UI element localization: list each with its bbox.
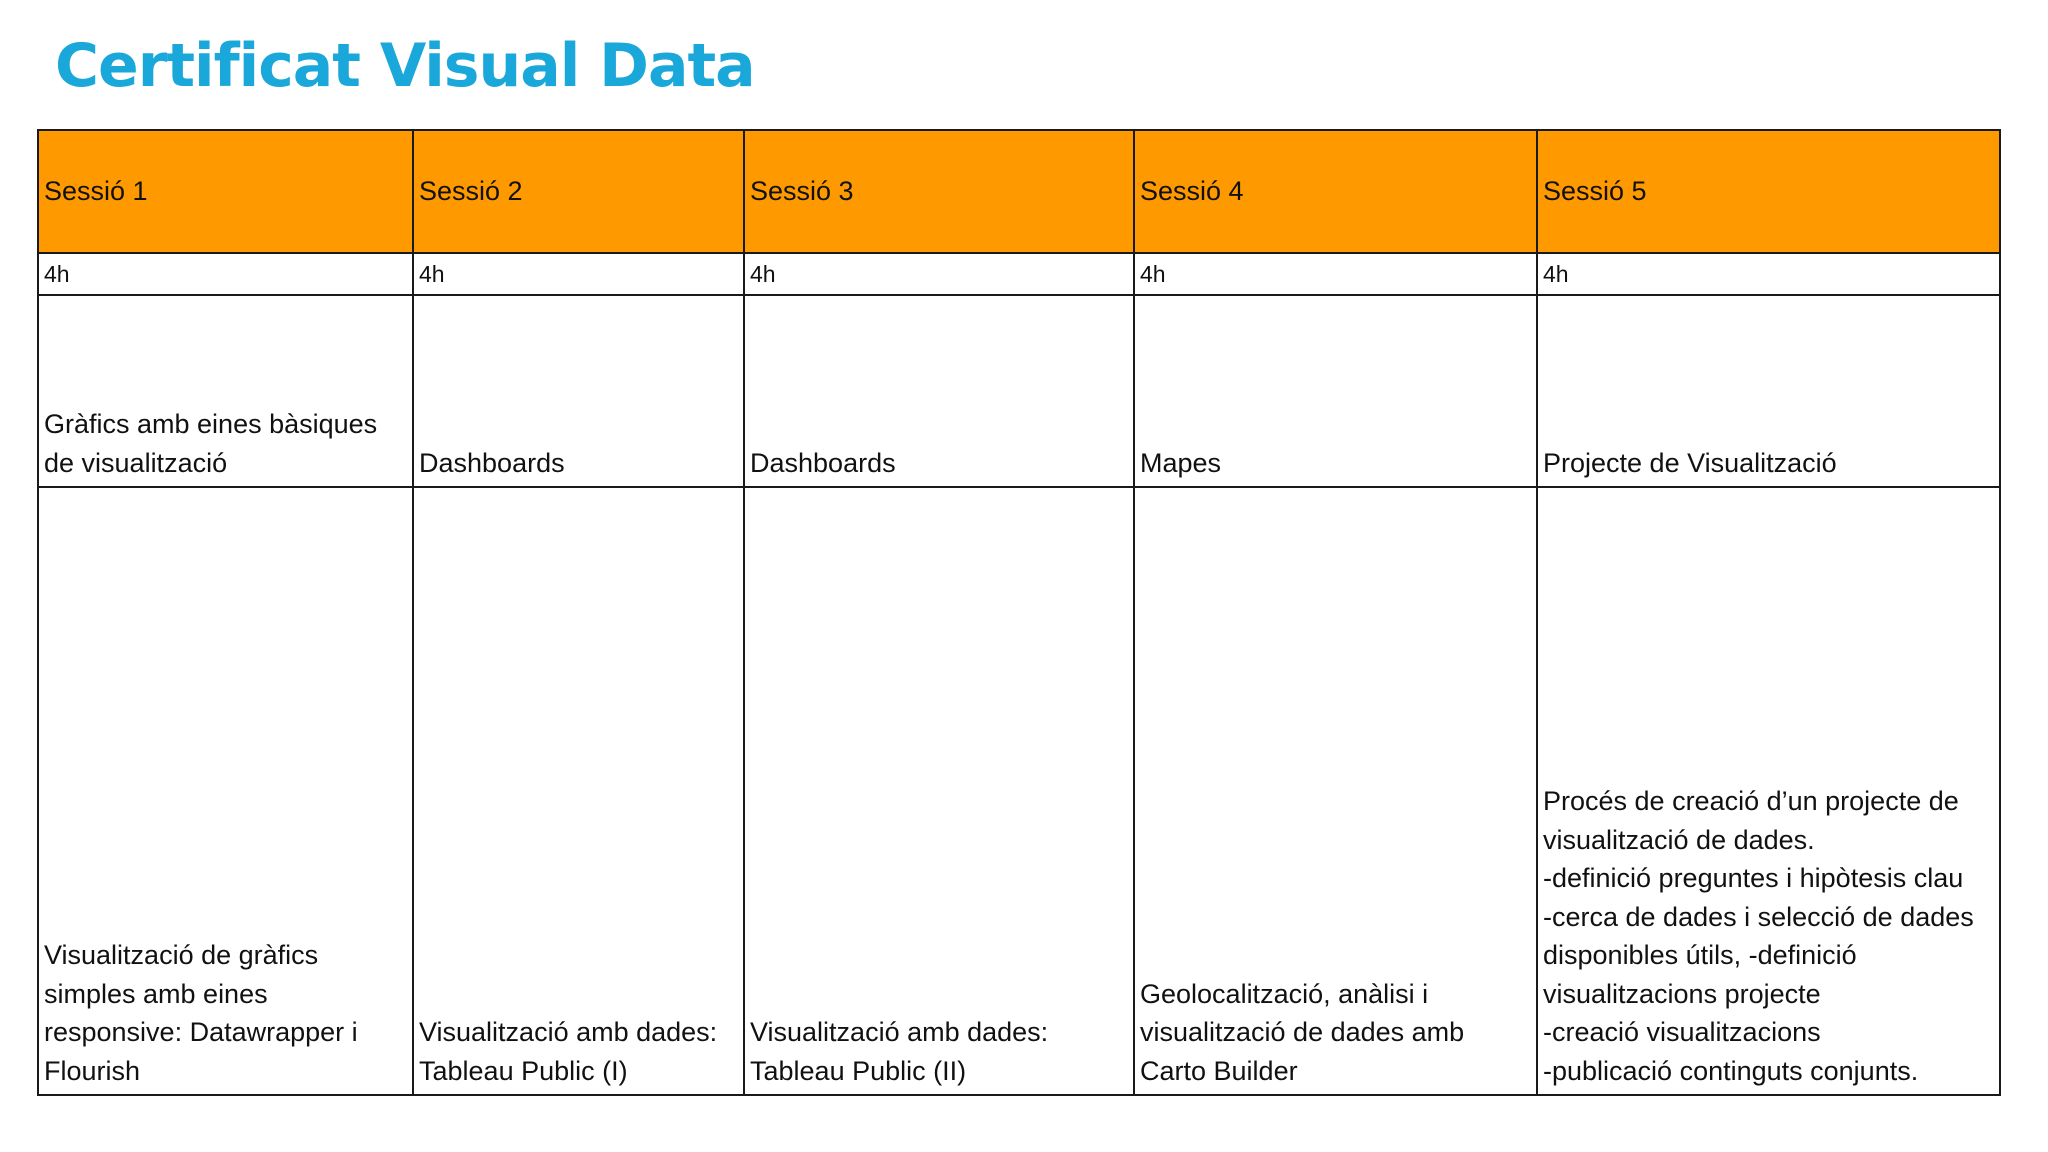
session-topic-row	[38, 295, 2000, 487]
session-2-description: Visualització amb dades: Tableau Public (I)	[413, 487, 744, 1095]
session-5-description: Procés de creació d’un projecte de visualització de dades. -definició preguntes i hipòtesis clau -cerca de dades i selecció de dades disponibles útils, -definició visualitzacions projecte -creació visualitzacions -publicació continguts conjunts.	[1537, 487, 2000, 1095]
session-4-header: Sessió 4	[1134, 130, 1537, 253]
session-description-row	[38, 487, 2000, 1095]
session-4-duration: 4h	[1134, 253, 1537, 295]
session-2-header: Sessió 2	[413, 130, 744, 253]
session-4-topic: Mapes	[1134, 295, 1537, 487]
session-3-header: Sessió 3	[744, 130, 1134, 253]
session-5-topic: Projecte de Visualització	[1537, 295, 2000, 487]
session-header-row	[38, 130, 2000, 253]
page-title: Certificat Visual Data	[55, 31, 755, 101]
session-2-topic: Dashboards	[413, 295, 744, 487]
sessions-table	[37, 129, 2001, 1096]
session-3-duration: 4h	[744, 253, 1134, 295]
session-1-duration: 4h	[38, 253, 413, 295]
session-5-header: Sessió 5	[1537, 130, 2000, 253]
session-2-duration: 4h	[413, 253, 744, 295]
session-1-topic: Gràfics amb eines bàsiques de visualització	[38, 295, 413, 487]
session-5-duration: 4h	[1537, 253, 2000, 295]
session-1-header: Sessió 1	[38, 130, 413, 253]
session-4-description: Geolocalització, anàlisi i visualització de dades amb Carto Builder	[1134, 487, 1537, 1095]
session-3-topic: Dashboards	[744, 295, 1134, 487]
session-1-description: Visualització de gràfics simples amb eines responsive: Datawrapper i Flourish	[38, 487, 413, 1095]
session-3-description: Visualització amb dades: Tableau Public (II)	[744, 487, 1134, 1095]
session-duration-row	[38, 253, 2000, 295]
